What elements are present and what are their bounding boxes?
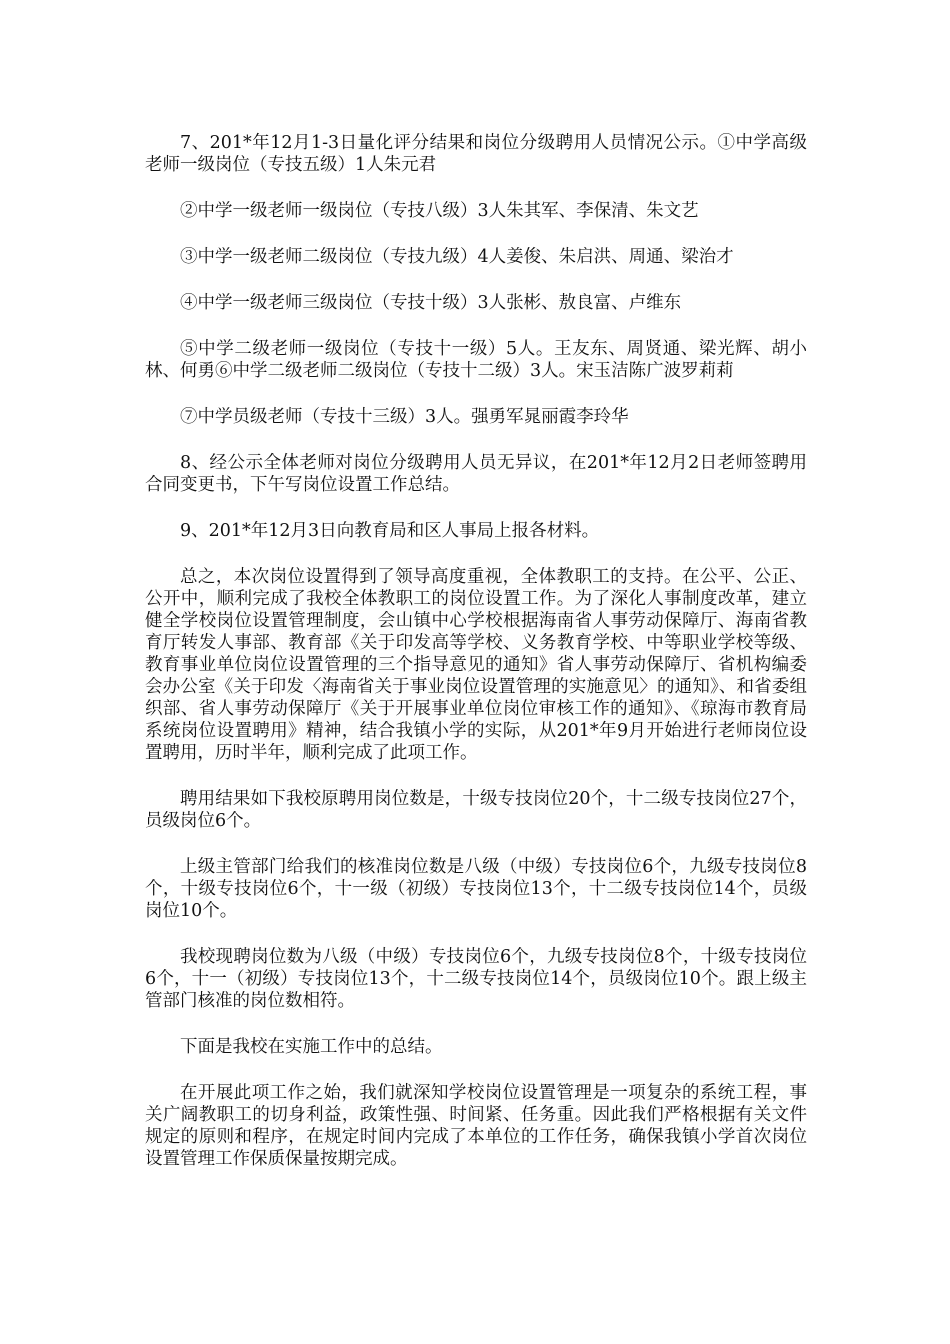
paragraph-item-7-announcement: 7、201*年12月1-3日量化评分结果和岗位分级聘用人员情况公示。①中学高级老师一级岗位（专技五级）1人朱元君	[145, 133, 807, 175]
paragraph-summary: 总之，本次岗位设置得到了领导高度重视，全体教职工的支持。在公平、公正、公开中，顺利完成了我校全体教职工的岗位设置工作。为了深化人事制度改革，建立健全学校岗位设置管理制度，会山镇中心学校根据海南省人事劳动保障厅、海南省教育厅转发人事部、教育部《关于印发高等学校、义务教育学校、中等职业学校等级、教育事业单位岗位设置管理的三个指导意见的通知》省人事劳动保障厅、省机构编委会办公室《关于印发〈海南省关于事业岗位设置管理的实施意见〉的通知》、和省委组织部、省人事劳动保障厅《关于开展事业单位岗位审核工作的通知》、《琼海市教育局系统岗位设置聘用》精神，结合我镇小学的实际，从201*年9月开始进行老师岗位设置聘用，历时半年，顺利完成了此项工作。	[145, 567, 807, 763]
paragraph-current-positions: 我校现聘岗位数为八级（中级）专技岗位6个，九级专技岗位8个，十级专技岗位6个，十一（初级）专技岗位13个，十二级专技岗位14个，员级岗位10个。跟上级主管部门核准的岗位数相符。	[145, 947, 807, 1011]
paragraph-original-positions: 聘用结果如下我校原聘用岗位数是，十级专技岗位20个，十二级专技岗位27个，员级岗位6个。	[145, 789, 807, 831]
paragraph-item-9-report: 9、201*年12月3日向教育局和区人事局上报各材料。	[180, 521, 600, 541]
paragraph-work-start: 在开展此项工作之始，我们就深知学校岗位设置管理是一项复杂的系统工程，事关广阔教职工的切身利益，政策性强、时间紧、任务重。因此我们严格根据有关文件规定的原则和程序，在规定时间内完成了本单位的工作任务，确保我镇小学首次岗位设置管理工作保质保量按期完成。	[145, 1083, 807, 1169]
document-body	[145, 132, 807, 1194]
paragraph-summary-intro: 下面是我校在实施工作中的总结。	[180, 1037, 443, 1057]
paragraph-item-3-level-two: ③中学一级老师二级岗位（专技九级）4人姜俊、朱启洪、周通、梁治才	[180, 247, 734, 267]
paragraph-approved-positions: 上级主管部门给我们的核准岗位数是八级（中级）专技岗位6个，九级专技岗位8个，十级专技岗位6个，十一级（初级）专技岗位13个，十二级专技岗位14个，员级岗位10个。	[145, 857, 807, 921]
paragraph-item-4-level-three: ④中学一级老师三级岗位（专技十级）3人张彬、敖良富、卢维东	[180, 293, 682, 313]
paragraph-item-8-contract: 8、经公示全体老师对岗位分级聘用人员无异议，在201*年12月2日老师签聘用合同变更书，下午写岗位设置工作总结。	[145, 453, 807, 495]
paragraph-item-7-junior-grade: ⑦中学员级老师（专技十三级）3人。强勇军晁丽霞李玲华	[180, 407, 629, 427]
paragraph-item-2-level-one: ②中学一级老师一级岗位（专技八级）3人朱其军、李保清、朱文艺	[180, 201, 699, 221]
paragraph-item-5-6-second-grade: ⑤中学二级老师一级岗位（专技十一级）5人。王友东、周贤通、梁光辉、胡小林、何勇⑥中学二级老师二级岗位（专技十二级）3人。宋玉洁陈广波罗莉莉	[145, 339, 807, 381]
